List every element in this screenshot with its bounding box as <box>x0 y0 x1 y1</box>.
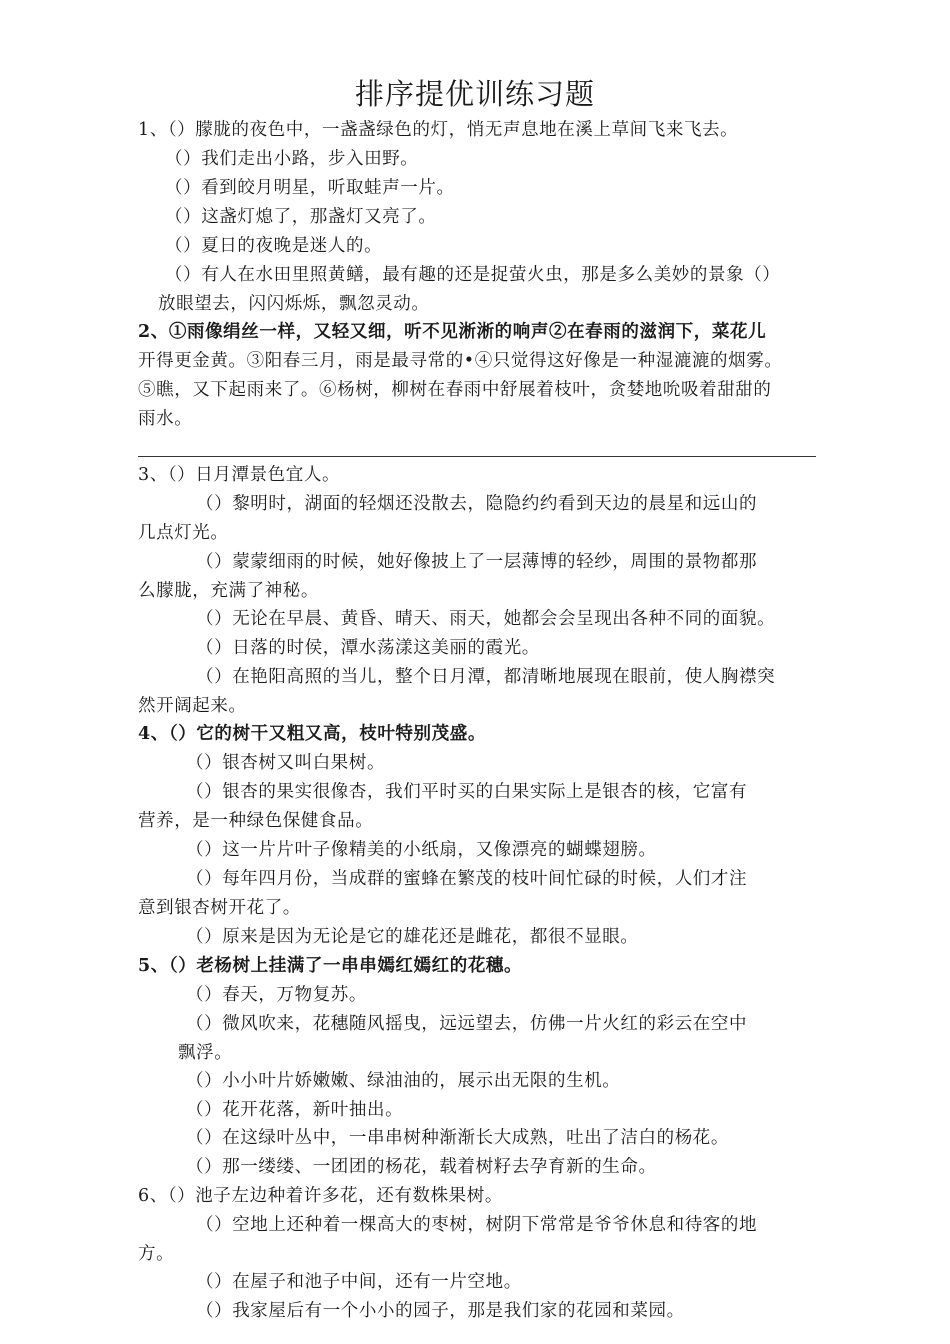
q1-line: （）我们走出小路，步入田野。 <box>165 149 419 169</box>
q2-line: 雨水。 <box>138 409 193 429</box>
q3-line: 3、（）日月潭景色宜人。 <box>138 465 341 485</box>
q5-line: （）春天，万物复苏。 <box>186 985 367 1005</box>
q6-line: 方。 <box>138 1244 175 1264</box>
q5-line: （）花开花落，新叶抽出。 <box>186 1100 404 1120</box>
q4-line: （）这一片片叶子像精美的小纸扇，又像漂亮的蝴蝶翅膀。 <box>186 840 657 860</box>
q5-line: （）在这绿叶丛中，一串串树种渐渐长大成熟，吐出了洁白的杨花。 <box>186 1128 729 1148</box>
q4-line: 营养，是一种绿色保健食品。 <box>138 811 374 831</box>
q1-line: 1、（）朦胧的夜色中，一盏盏绿色的灯，悄无声息地在溪上草间飞来飞去。 <box>138 120 739 140</box>
q6-line: 6、（）池子左边种着许多花，还有数株果树。 <box>138 1186 503 1206</box>
q1-line: 放眼望去，闪闪烁烁，飘忽灵动。 <box>158 294 430 314</box>
q3-line: （）在艳阳高照的当儿，整个日月潭，都清晰地展现在眼前，使人胸襟突 <box>196 667 776 687</box>
q3-line: （）日落的时侯，潭水荡漾这美丽的霞光。 <box>196 638 540 658</box>
q1-line: （）看到皎月明星，听取蛙声一片。 <box>165 178 455 198</box>
q3-line: （）无论在早晨、黄昏、晴天、雨天，她都会会呈现出各种不同的面貌。 <box>196 609 776 629</box>
q2-line: 开得更金黄。③阳春三月，雨是最寻常的•④只觉得这好像是一种湿漉漉的烟雾。 <box>138 351 783 371</box>
q5-line: （）那一缕缕、一团团的杨花，载着树籽去孕育新的生命。 <box>186 1157 657 1177</box>
q1-line: （）夏日的夜晚是迷人的。 <box>165 236 383 256</box>
page-title: 排序提优训练习题 <box>354 77 595 111</box>
q5-line: （）小小叶片娇嫩嫩、绿油油的，展示出无限的生机。 <box>186 1071 621 1091</box>
q1-line: （）这盏灯熄了，那盏灯又亮了。 <box>165 207 437 227</box>
q6-line: （）在屋子和池子中间，还有一片空地。 <box>196 1272 522 1292</box>
q3-line: （）黎明时，湖面的轻烟还没散去，隐隐约约看到天边的晨星和远山的 <box>196 494 758 514</box>
answer-line <box>138 456 816 457</box>
q2-line: ⑤瞧，又下起雨来了。⑥杨树，柳树在春雨中舒展着枝叶，贪婪地吮吸着甜甜的 <box>138 380 772 400</box>
q4-line: （）银杏树又叫白果树。 <box>186 753 386 773</box>
q3-line: 么朦胧，充满了神秘。 <box>138 581 319 601</box>
q6-line: （）空地上还种着一棵高大的枣树，树阴下常常是爷爷休息和待客的地 <box>196 1215 758 1235</box>
q4-line: （）原来是因为无论是它的雄花还是雌花，都很不显眼。 <box>186 927 639 947</box>
q2-line: 2、①雨像绢丝一样，又轻又细，听不见淅淅的响声②在春雨的滋润下，菜花儿 <box>138 322 767 342</box>
q3-line: 几点灯光。 <box>138 523 229 543</box>
q4-line: 意到银杏树开花了。 <box>138 898 301 918</box>
q3-line: 然开阔起来。 <box>138 696 247 716</box>
q5-line: 5、（）老杨树上挂满了一串串嫣红嫣红的花穗。 <box>138 956 523 976</box>
q1-line: （）有人在水田里照黄鳝，最有趣的还是捉萤火虫，那是多么美妙的景象（） <box>165 265 781 285</box>
q4-line: （）每年四月份，当成群的蜜蜂在繁茂的枝叶间忙碌的时候，人们才注 <box>186 869 748 889</box>
q5-line: （）微风吹来，花穗随风摇曳，远远望去，仿佛一片火红的彩云在空中 <box>186 1014 748 1034</box>
q3-line: （）蒙蒙细雨的时候，她好像披上了一层薄博的轻纱，周围的景物都那 <box>196 552 758 572</box>
q6-line: （）我家屋后有一个小小的园子，那是我们家的花园和菜园。 <box>196 1301 685 1321</box>
q4-line: 4、（）它的树干又粗又高，枝叶特别茂盛。 <box>138 724 486 744</box>
q4-line: （）银杏的果实很像杏，我们平时买的白果实际上是银杏的核，它富有 <box>186 782 748 802</box>
q5-line: 飘浮。 <box>178 1043 233 1063</box>
